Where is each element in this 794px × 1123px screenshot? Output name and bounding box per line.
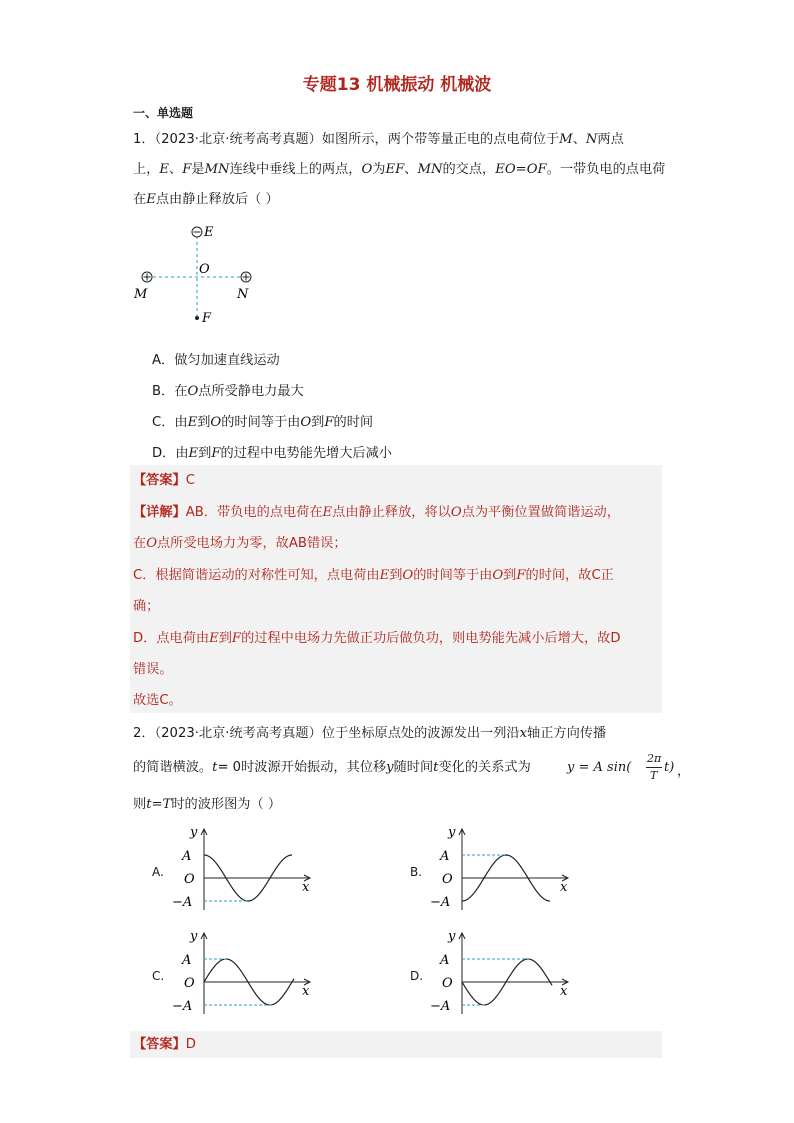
document-page: 专题13 机械振动 机械波 一、单选题 1．（2023·北京·统考高考真题）如图所示，两个带等量正电的点电荷位于M、N两点 上，E、F是MN连线中垂线上的两点，O为EF、MN的交点，EO=OF。一带负电的点电荷 在E点由静止释放后（ ） E O F M N A．做匀加速直线运动 B．在O点所受静电力最大 C．由E到O的时间等于由O到F的时间 D．由E到F的过程中电势能先增大后减小 【答案】C 【详解】AB．带负电的点电荷在E点由静止释放，将以O点为平衡位置做简谐运动， 在O点所受电场力为零，故AB错误； C．根据简谐运动的对称性可知，点电荷由E到O的时间等于由O到F的时间，故C正 确； D．点电荷由E到F的过程中电场力先做正功后做负功，则电势能先减小后增大，故D 错误。 故选C。 2．（2023·北京·统考高考真题）位于坐标原点处的波源发出一列沿x轴正方向传播 的简谐横波。t= 0时波源开始振动，其位移y随时间t变化的关系式为 y = A sin( 2π T t) ， 则t=T时的波形图为（ ） A. y x A O −A B. y x A O −A C. y x A O −A D. y x A O −A 【答案】D <box>0 0 794 1123</box>
positive-charge-m-icon <box>142 272 152 282</box>
q1-detail-line-3: C．根据简谐运动的对称性可知，点电荷由E到O的时间等于由O到F的时间，故C正 <box>133 568 614 583</box>
q2-line-3: 则t=T时的波形图为（ ） <box>133 797 282 812</box>
axis-label-a: A <box>440 953 450 968</box>
axis-label-y: y <box>448 825 456 840</box>
axis-label-neg-a: −A <box>172 895 193 910</box>
axis-label-o: O <box>442 872 453 887</box>
q1-detail-line-6: 错误。 <box>133 662 173 677</box>
q1-line-1: 1．（2023·北京·统考高考真题）如图所示，两个带等量正电的点电荷位于M、N两点 <box>133 132 624 147</box>
axis-label-y: y <box>448 929 456 944</box>
axis-label-a: A <box>182 953 192 968</box>
q2-answer-box <box>130 1031 662 1058</box>
q2-option-a-label[interactable]: A. <box>152 865 164 879</box>
axis-label-o: O <box>184 872 195 887</box>
point-f-dot <box>195 316 199 320</box>
axis-label-a: A <box>182 849 192 864</box>
axis-label-x: x <box>560 880 568 895</box>
q2-option-c-label[interactable]: C. <box>152 969 165 983</box>
q1-option-a[interactable]: A．做匀加速直线运动 <box>152 353 280 368</box>
label-n: N <box>237 287 249 302</box>
q1-detail-line-2: 在O点所受电场力为零，故AB错误； <box>133 536 347 551</box>
page-title: 专题13 机械振动 机械波 <box>302 75 492 95</box>
q1-detail-line-7: 故选C。 <box>133 693 182 708</box>
label-e: E <box>204 225 214 240</box>
axis-label-neg-a: −A <box>172 999 193 1014</box>
label-m: M <box>134 287 148 302</box>
q2-option-d-label[interactable]: D. <box>410 969 424 983</box>
q2-option-c-graph[interactable] <box>172 926 322 1018</box>
axis-label-neg-a: −A <box>430 999 451 1014</box>
axis-label-o: O <box>184 976 195 991</box>
q2-option-a-graph[interactable] <box>172 822 322 914</box>
q1-detail-line-5: D．点电荷由E到F的过程中电场力先做正功后做负功，则电势能先减小后增大，故D <box>133 631 621 646</box>
axis-label-x: x <box>302 984 310 999</box>
q1-line-3: 在E点由静止释放后（ ） <box>133 192 279 207</box>
negative-charge-icon <box>192 227 202 237</box>
q2-answer: 【答案】D <box>133 1037 196 1052</box>
axis-label-y: y <box>190 825 198 840</box>
axis-label-x: x <box>560 984 568 999</box>
axis-label-a: A <box>440 849 450 864</box>
q2-option-d-graph[interactable] <box>430 926 580 1018</box>
section-heading: 一、单选题 <box>133 106 194 120</box>
q2-line-2: 的简谐横波。t= 0时波源开始振动，其位移y随时间t变化的关系式为 <box>133 760 531 775</box>
q1-option-c[interactable]: C．由E到O的时间等于由O到F的时间 <box>152 415 374 430</box>
axis-label-x: x <box>302 880 310 895</box>
axis-label-y: y <box>190 929 198 944</box>
q2-line-1: 2．（2023·北京·统考高考真题）位于坐标原点处的波源发出一列沿x轴正方向传播 <box>133 726 607 741</box>
charge-diagram <box>130 218 280 330</box>
axis-label-neg-a: −A <box>430 895 451 910</box>
label-f: F <box>202 311 212 326</box>
q2-option-b-graph[interactable] <box>430 822 580 914</box>
q1-answer: 【答案】C <box>133 473 195 488</box>
q1-detail-line-4: 确； <box>133 599 160 614</box>
axis-label-o: O <box>442 976 453 991</box>
q1-line-2: 上，E、F是MN连线中垂线上的两点，O为EF、MN的交点，EO=OF。一带负电的点电荷 <box>133 162 666 177</box>
q1-option-b[interactable]: B．在O点所受静电力最大 <box>152 384 304 399</box>
label-o: O <box>199 262 210 277</box>
positive-charge-n-icon <box>241 272 251 282</box>
q2-option-b-label[interactable]: B. <box>410 865 423 879</box>
q1-detail-line-1: 【详解】AB．带负电的点电荷在E点由静止释放，将以O点为平衡位置做简谐运动， <box>133 505 620 520</box>
q1-option-d[interactable]: D．由E到F的过程中电势能先增大后减小 <box>152 446 392 461</box>
